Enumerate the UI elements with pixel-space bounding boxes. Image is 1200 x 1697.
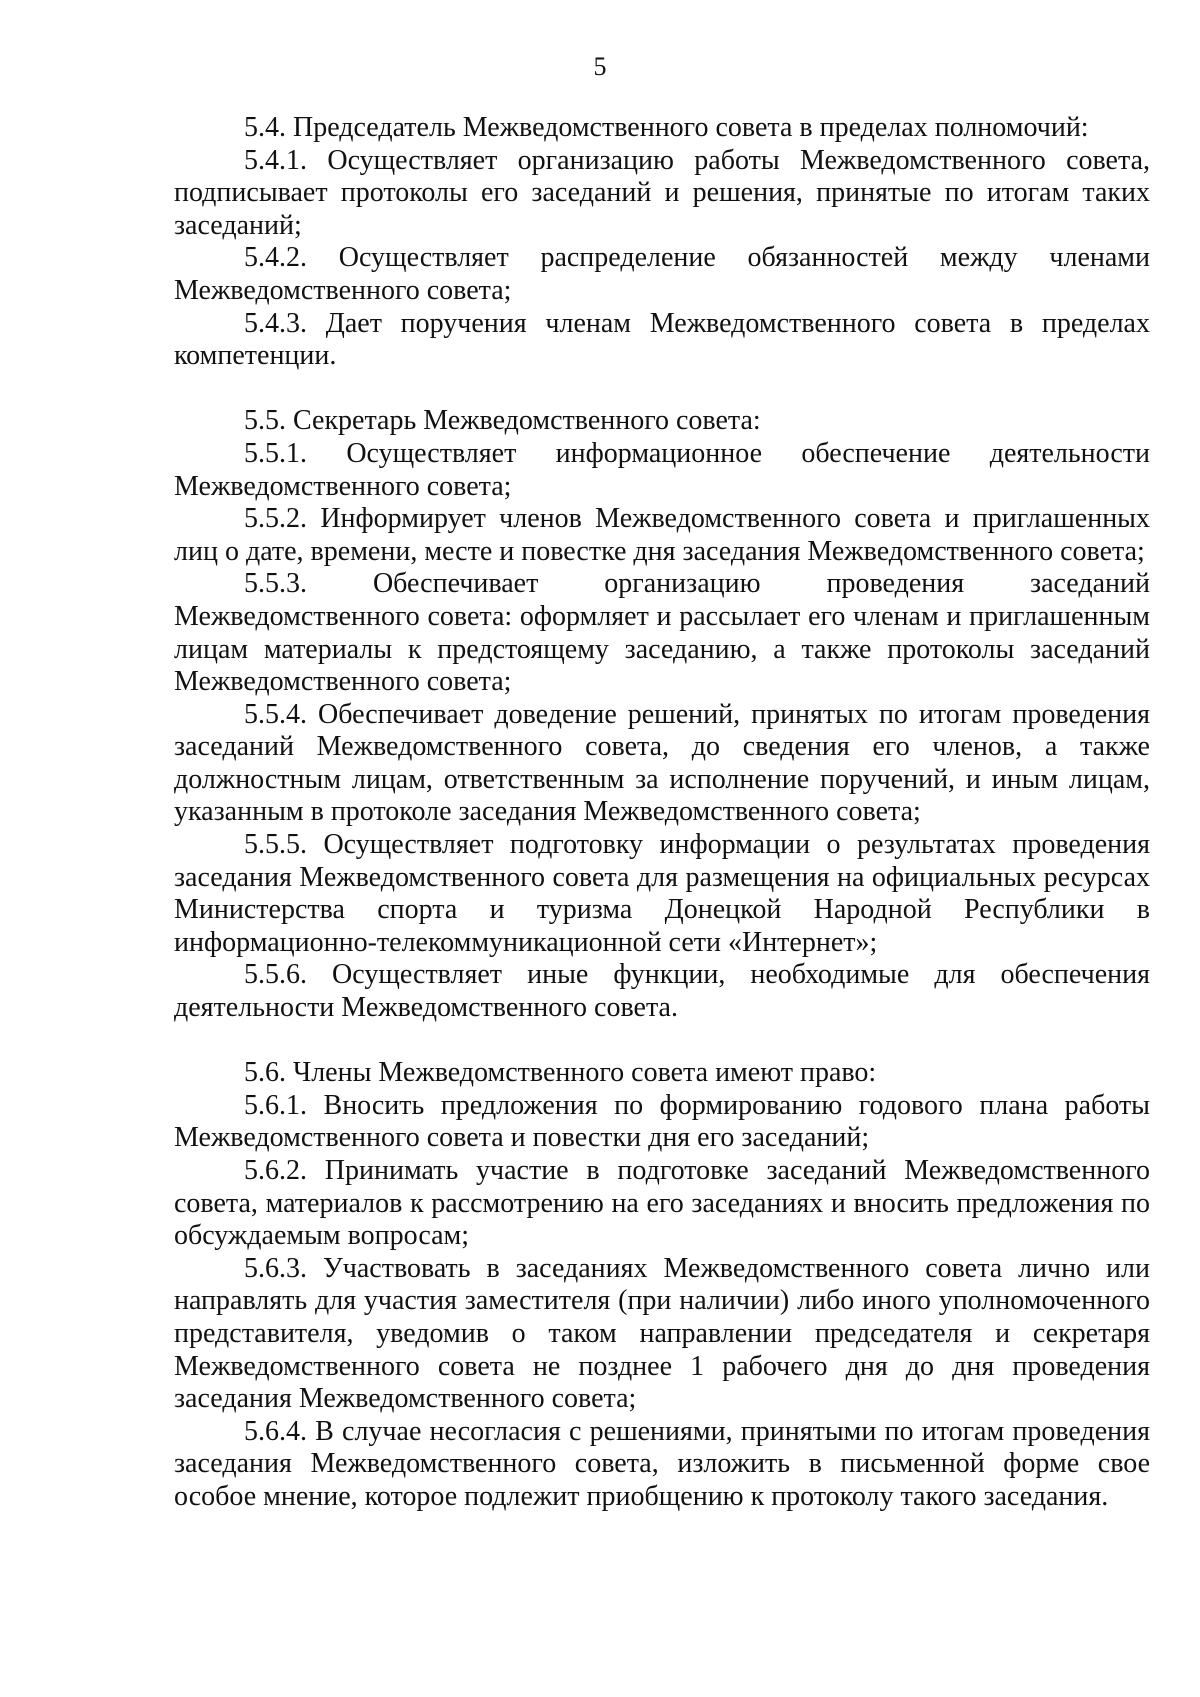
paragraph-5-5: 5.5. Секретарь Межведомственного совета:	[244, 405, 761, 437]
paragraph-5-5-1: 5.5.1. Осуществляет информационное обеспечение деятельности Межведомственного совета;	[174, 437, 1150, 502]
section-gap	[174, 1025, 1150, 1058]
paragraph-5-5-6: 5.5.6. Осуществляет иные функции, необходимые для обеспечения деятельности Межведомственного совета.	[174, 959, 1150, 1024]
paragraph-5-4-3: 5.4.3. Дает поручения членам Межведомственного совета в пределах компетенции.	[174, 307, 1150, 372]
paragraph-5-6-3: 5.6.3. Участвовать в заседаниях Межведомственного совета лично или направлять для участия заместителя (при наличии) либо иного уполномоченного представителя, уведомив о таком направлении председателя и секретаря Межведомственного совета не позднее 1 рабочего дня до дня проведения заседания Межведомственного совета;	[174, 1252, 1150, 1415]
paragraph-5-5-4: 5.5.4. Обеспечивает доведение решений, принятых по итогам проведения заседаний Межведомственного совета, до сведения его членов, а также должностным лицам, ответственным за исполнение поручений, и иным лицам, указанным в протоколе заседания Межведомственного совета;	[174, 698, 1150, 828]
paragraph-5-4-2: 5.4.2. Осуществляет распределение обязанностей между членами Межведомственного совета;	[174, 242, 1150, 306]
paragraph-5-6-1: 5.6.1. Вносить предложения по формированию годового плана работы Межведомственного совета и повестки дня его заседаний;	[174, 1089, 1150, 1154]
page-number: 5	[593, 52, 607, 81]
paragraph-5-4: 5.4. Председатель Межведомственного совета в пределах полномочий:	[244, 112, 1089, 143]
paragraph-5-6-2: 5.6.2. Принимать участие в подготовке заседаний Межведомственного совета, материалов к рассмотрению на его заседаниях и вносить предложения по обсуждаемым вопросам;	[174, 1155, 1150, 1252]
paragraph-5-6-4: 5.6.4. В случае несогласия с решениями, принятыми по итогам проведения заседания Межведомственного совета, изложить в письменной форме свое особое мнение, которое подлежит приобщению к протоколу такого заседания.	[174, 1415, 1150, 1512]
paragraph-5-4-1: 5.4.1. Осуществляет организацию работы Межведомственного совета, подписывает протоколы его заседаний и решения, принятые по итогам таких заседаний;	[174, 144, 1150, 241]
paragraph-5-5-2: 5.5.2. Информирует членов Межведомственного совета и приглашенных лиц о дате, времени, месте и повестке дня заседания Межведомственного совета;	[174, 503, 1150, 567]
document-body	[174, 112, 1150, 1514]
paragraph-5-6: 5.6. Члены Межведомственного совета имеют право:	[244, 1057, 877, 1089]
paragraph-5-5-5: 5.5.5. Осуществляет подготовку информации о результатах проведения заседания Межведомственного совета для размещения на официальных ресурсах Министерства спорта и туризма Донецкой Народной Республики в информационно-телекоммуникационной сети «Интернет»;	[174, 829, 1150, 958]
section-gap	[174, 373, 1150, 406]
paragraph-5-5-3: 5.5.3. Обеспечивает организацию проведения заседаний Межведомственного совета: оформляет и рассылает его членам и приглашенным лицам материалы к предстоящему заседанию, а также протоколы заседаний Межведомственного совета;	[174, 568, 1150, 698]
